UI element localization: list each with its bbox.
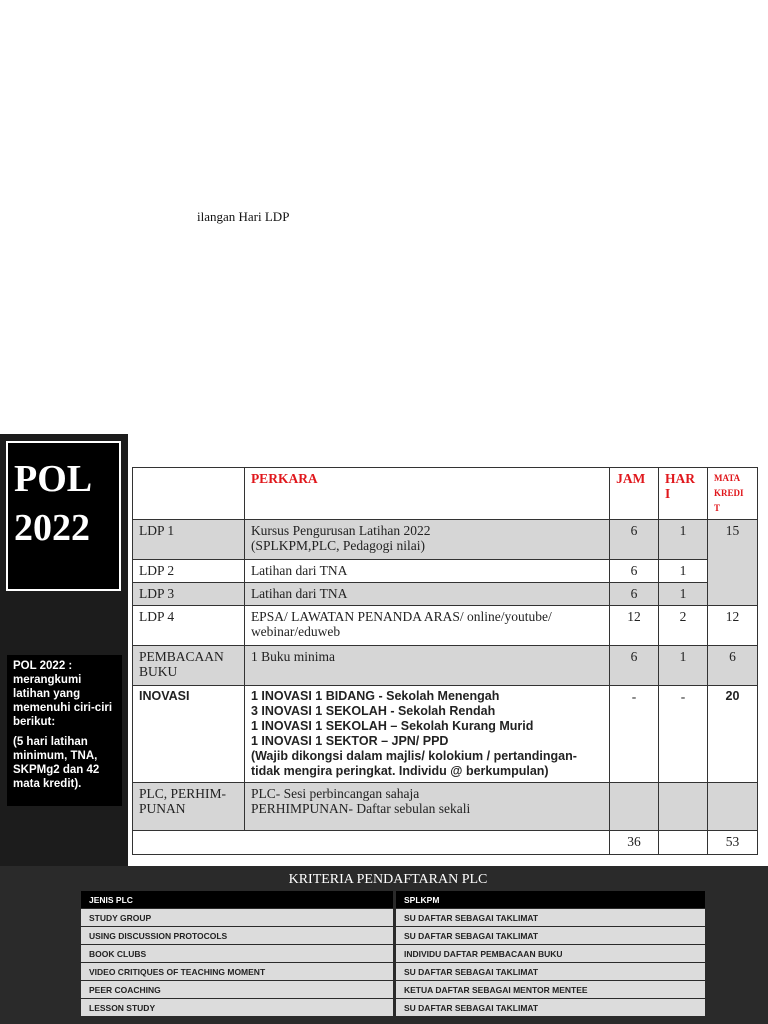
plc-splkpm: SU DAFTAR SEBAGAI TAKLIMAT bbox=[393, 927, 705, 944]
row-mata: 6 bbox=[708, 646, 758, 686]
row-hari: 1 bbox=[659, 560, 708, 583]
header-jam: JAM bbox=[610, 468, 659, 520]
row-code: LDP 4 bbox=[133, 606, 245, 646]
plc-jenis: PEER COACHING bbox=[81, 981, 393, 998]
table-row bbox=[133, 783, 758, 831]
header-empty-cell bbox=[133, 468, 245, 520]
header-perkara: PERKARA bbox=[244, 468, 609, 520]
row-perkara: PLC- Sesi perbincangan sahaja PERHIMPUNAN- Daftar sebulan sekali bbox=[244, 783, 609, 831]
plc-table bbox=[81, 890, 705, 1017]
row-code: PLC, PERHIM- PUNAN bbox=[133, 783, 245, 831]
table-row bbox=[81, 927, 705, 944]
row-perkara: Kursus Pengurusan Latihan 2022 (SPLKPM,PLC, Pedagogi nilai) bbox=[244, 520, 609, 560]
plc-splkpm: INDIVIDU DAFTAR PEMBACAAN BUKU bbox=[393, 945, 705, 962]
row-mata: 12 bbox=[708, 606, 758, 646]
row-mata bbox=[708, 783, 758, 831]
header-hari: HAR I bbox=[659, 468, 708, 520]
ldp-table-header bbox=[133, 468, 758, 520]
table-row bbox=[81, 963, 705, 980]
plc-jenis: LESSON STUDY bbox=[81, 999, 393, 1016]
table-row bbox=[133, 583, 758, 606]
totals-row bbox=[133, 831, 758, 855]
plc-splkpm: KETUA DAFTAR SEBAGAI MENTOR MENTEE bbox=[393, 981, 705, 998]
row-perkara: 1 INOVASI 1 BIDANG - Sekolah Menengah 3 INOVASI 1 SEKOLAH - Sekolah Rendah 1 INOVASI 1 SEKOLAH – Sekolah Kurang Murid 1 INOVASI 1 SEKTOR – JPN/ PPD (Wajib dikongsi dalam majlis/ kolokium / pertandingan- tidak mengira peringkat. Individu @ berkumpulan) bbox=[244, 686, 609, 783]
row-hari: - bbox=[659, 686, 708, 783]
row-mata: 20 bbox=[708, 686, 758, 783]
row-perkara: EPSA/ LAWATAN PENANDA ARAS/ online/youtube/ webinar/eduweb bbox=[244, 606, 609, 646]
table-row bbox=[133, 606, 758, 646]
table-row bbox=[133, 686, 758, 783]
plc-header-row bbox=[81, 891, 705, 908]
totals-label bbox=[133, 831, 610, 855]
row-perkara: Latihan dari TNA bbox=[244, 583, 609, 606]
row-hari: 1 bbox=[659, 520, 708, 560]
row-jam: 12 bbox=[610, 606, 659, 646]
total-hari bbox=[659, 831, 708, 855]
row-hari: 2 bbox=[659, 606, 708, 646]
plc-header-splkpm: SPLKPM bbox=[393, 891, 705, 908]
row-code: PEMBACAAN BUKU bbox=[133, 646, 245, 686]
total-mata: 53 bbox=[708, 831, 758, 855]
row-hari: 1 bbox=[659, 583, 708, 606]
row-code: LDP 2 bbox=[133, 560, 245, 583]
row-mata: 15 bbox=[708, 520, 758, 606]
row-jam: 6 bbox=[610, 520, 659, 560]
row-perkara: Latihan dari TNA bbox=[244, 560, 609, 583]
ldp-table bbox=[132, 467, 758, 855]
row-jam: 6 bbox=[610, 560, 659, 583]
row-jam: 6 bbox=[610, 646, 659, 686]
row-hari bbox=[659, 783, 708, 831]
plc-splkpm: SU DAFTAR SEBAGAI TAKLIMAT bbox=[393, 999, 705, 1016]
table-row bbox=[133, 646, 758, 686]
plc-splkpm: SU DAFTAR SEBAGAI TAKLIMAT bbox=[393, 963, 705, 980]
total-jam: 36 bbox=[610, 831, 659, 855]
table-row bbox=[81, 999, 705, 1016]
plc-jenis: USING DISCUSSION PROTOCOLS bbox=[81, 927, 393, 944]
plc-jenis: VIDEO CRITIQUES OF TEACHING MOMENT bbox=[81, 963, 393, 980]
pol-title-line2: 2022 bbox=[14, 507, 90, 549]
plc-splkpm: SU DAFTAR SEBAGAI TAKLIMAT bbox=[393, 909, 705, 926]
row-jam bbox=[610, 783, 659, 831]
pol-note-text-2: (5 hari latihan minimum, TNA, SKPMg2 dan 42 mata kredit). bbox=[13, 736, 100, 790]
table-row bbox=[133, 520, 758, 560]
pol-note-box bbox=[7, 655, 122, 806]
row-code: LDP 3 bbox=[133, 583, 245, 606]
row-code: INOVASI bbox=[133, 686, 245, 783]
pol-title-box bbox=[6, 441, 121, 591]
plc-title: KRITERIA PENDAFTARAN PLC bbox=[288, 872, 488, 887]
table-row bbox=[133, 560, 758, 583]
row-code: LDP 1 bbox=[133, 520, 245, 560]
table-row bbox=[81, 945, 705, 962]
plc-header-jenis: JENIS PLC bbox=[81, 891, 393, 908]
pol-title-line1: POL bbox=[14, 458, 93, 500]
row-jam: - bbox=[610, 686, 659, 783]
table-row bbox=[81, 981, 705, 998]
slide-caption: ilangan Hari LDP bbox=[197, 209, 290, 224]
table-row bbox=[81, 909, 705, 926]
pol-note-text-1: POL 2022 : merangkumi latihan yang memenuhi ciri-ciri berikut: bbox=[13, 660, 113, 728]
row-hari: 1 bbox=[659, 646, 708, 686]
plc-jenis: STUDY GROUP bbox=[81, 909, 393, 926]
header-mata-kredit: MATA KREDI T bbox=[708, 468, 758, 520]
row-jam: 6 bbox=[610, 583, 659, 606]
plc-jenis: BOOK CLUBS bbox=[81, 945, 393, 962]
row-perkara: 1 Buku minima bbox=[244, 646, 609, 686]
